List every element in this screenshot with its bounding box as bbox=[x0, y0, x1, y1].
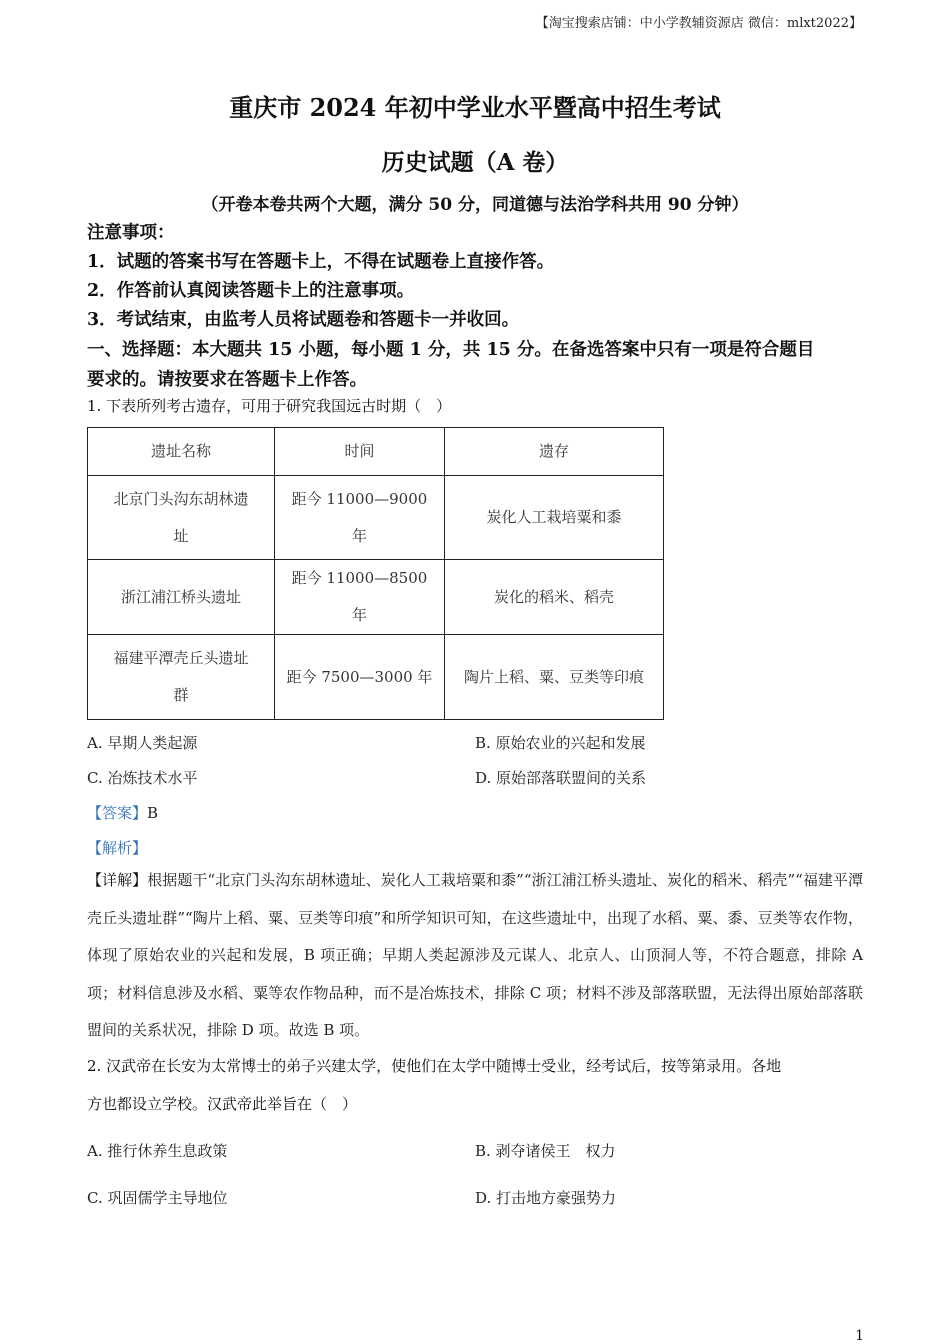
page-number: 1 bbox=[855, 1328, 864, 1344]
notice-item: 3．考试结束，由监考人员将试题卷和答题卡一并收回。 bbox=[87, 310, 520, 330]
section-heading-line2: 要求的。请按要求在答题卡上作答。 bbox=[87, 370, 367, 390]
header-note: 【淘宝搜索店铺：中小学教辅资源店 微信：mlxt2022】 bbox=[535, 16, 862, 31]
table-row bbox=[88, 476, 664, 560]
answer-value: B bbox=[147, 804, 159, 822]
site-line: 福建平潭壳丘头遗址 bbox=[113, 649, 249, 667]
table-cell-remains: 炭化的稻米、稻壳 bbox=[445, 560, 664, 635]
relics-table bbox=[87, 427, 664, 720]
q1-option-a: A. 早期人类起源 bbox=[87, 734, 198, 752]
table-cell-time: 距今 11000—8500 年 bbox=[275, 560, 445, 635]
table-cell-remains: 炭化人工栽培粟和黍 bbox=[445, 476, 664, 560]
q1-detail bbox=[87, 862, 863, 1050]
q1-option-c: C. 冶炼技术水平 bbox=[87, 769, 198, 787]
table-cell-remains: 陶片上稻、粟、豆类等印痕 bbox=[445, 635, 664, 720]
exam-title: 重庆市 2024 年初中学业水平暨高中招生考试 bbox=[229, 93, 721, 122]
q2-stem-line1: 2. 汉武帝在长安为太常博士的弟子兴建太学，使他们在太学中随博士受业，经考试后，按等第录用。各地 bbox=[87, 1057, 782, 1075]
q1-stem: 1. 下表所列考古遗存，可用于研究我国远古时期（ ） bbox=[87, 397, 452, 415]
table-cell-site bbox=[88, 476, 275, 560]
site-line: 北京门头沟东胡林遗 bbox=[113, 489, 249, 508]
table-cell-time: 距今 7500—3000 年 bbox=[275, 635, 445, 720]
table-row bbox=[88, 635, 664, 720]
section-heading-line1: 一、选择题：本大题共 15 小题，每小题 1 分，共 15 分。在备选答案中只有一项是符合题目 bbox=[87, 340, 815, 360]
notice-item: 2．作答前认真阅读答题卡上的注意事项。 bbox=[87, 281, 415, 301]
table-cell-site bbox=[88, 635, 275, 720]
answer-line bbox=[87, 802, 158, 823]
q2-option-d: D. 打击地方豪强势力 bbox=[475, 1189, 617, 1207]
site-line: 群 bbox=[173, 686, 189, 704]
q1-option-d: D. 原始部落联盟间的关系 bbox=[475, 769, 647, 787]
site-line: 址 bbox=[173, 526, 189, 545]
q2-option-c: C. 巩固儒学主导地位 bbox=[87, 1189, 228, 1207]
table-row bbox=[88, 560, 664, 635]
table-header-row bbox=[88, 428, 664, 476]
q1-option-b: B. 原始农业的兴起和发展 bbox=[475, 734, 646, 752]
q2-option-b: B. 剥夺诸侯王 权力 bbox=[475, 1142, 616, 1160]
detail-tag: 【详解】 bbox=[87, 871, 148, 889]
answer-tag: 【答案】 bbox=[87, 804, 148, 822]
table-header-cell: 遗存 bbox=[445, 428, 664, 476]
analysis-tag: 【解析】 bbox=[87, 839, 148, 857]
exam-subtitle: 历史试题（A 卷） bbox=[381, 149, 569, 176]
notice-item: 1．试题的答案书写在答题卡上，不得在试题卷上直接作答。 bbox=[87, 252, 555, 272]
table-cell-time: 距今 11000—9000 年 bbox=[275, 476, 445, 560]
q2-stem-line2: 方也都设立学校。汉武帝此举旨在（ ） bbox=[87, 1095, 358, 1113]
notice-heading: 注意事项： bbox=[87, 223, 175, 243]
exam-info: （开卷本卷共两个大题，满分 50 分，同道德与法治学科共用 90 分钟） bbox=[201, 195, 749, 215]
q2-option-a: A. 推行休养生息政策 bbox=[87, 1142, 228, 1160]
table-header-cell: 时间 bbox=[275, 428, 445, 476]
table-header-cell: 遗址名称 bbox=[88, 428, 275, 476]
table-cell-site: 浙江浦江桥头遗址 bbox=[88, 560, 275, 635]
detail-text: 根据题干“北京门头沟东胡林遗址、炭化人工栽培粟和黍”“浙江浦江桥头遗址、炭化的稻米、稻壳”“福建平潭壳丘头遗址群”“陶片上稻、粟、豆类等印痕”和所学知识可知，在这些遗址中，出现了水稻、粟、黍、豆类等农作物，体现了原始农业的兴起和发展，B 项正确；早期人类起源涉及元谋人、北京人、山顶洞人等，不符合题意，排除 A 项；材料信息涉及水稻、粟等农作物品种，而不是冶炼技术，排除 C 项；材料不涉及部落联盟，无法得出原始部落联盟间的关系状况，排除 D 项。故选 B 项。 bbox=[87, 871, 863, 1039]
